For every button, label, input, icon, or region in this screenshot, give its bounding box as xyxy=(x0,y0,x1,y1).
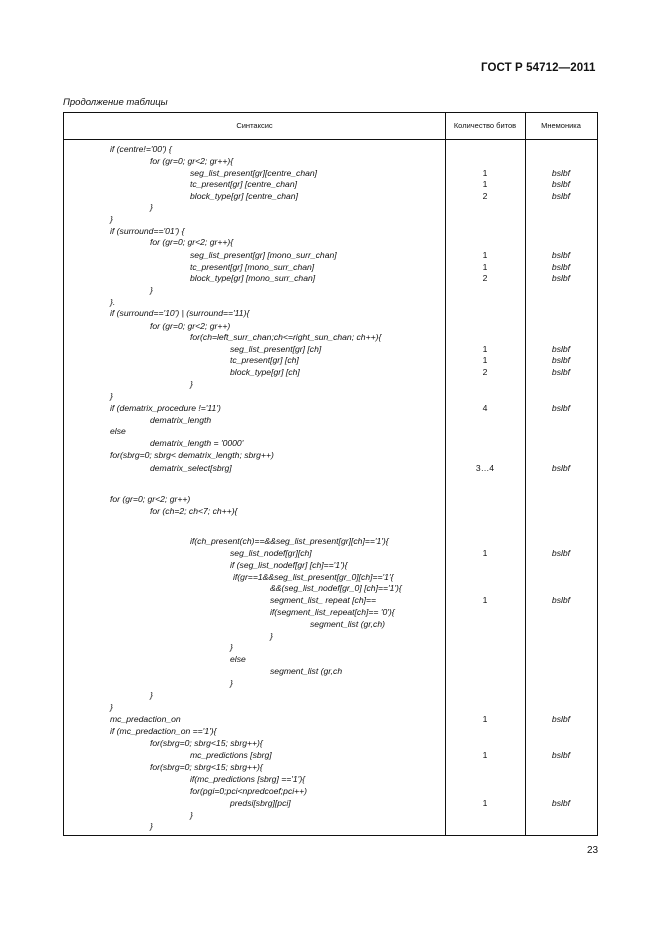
table-row xyxy=(64,572,597,584)
table-row xyxy=(64,321,597,333)
syntax-cell: if(ch_present(ch)==&&seg_list_present[gr][ch]=='1'){ xyxy=(190,536,389,546)
page-number: 23 xyxy=(587,845,599,856)
table-row xyxy=(64,583,597,595)
table-row xyxy=(64,168,597,180)
syntax-cell: if (seg_list_nodef[gr] [ch]=='1'){ xyxy=(230,560,348,570)
column-header-syntax: Синтаксис xyxy=(236,121,273,130)
table-row xyxy=(64,202,597,214)
bits-cell: 1 xyxy=(482,168,488,178)
syntax-cell: } xyxy=(150,690,153,700)
syntax-cell: } xyxy=(190,810,193,820)
bits-cell: 1 xyxy=(482,179,488,189)
syntax-cell: predsi[sbrg][pci] xyxy=(230,798,291,808)
bits-cell: 1 xyxy=(482,548,488,558)
table-row xyxy=(64,536,597,548)
syntax-cell: } xyxy=(230,678,233,688)
mnemonic-cell: bslbf xyxy=(551,403,571,413)
syntax-cell: for (gr=0; gr<2; gr++){ xyxy=(150,156,234,166)
syntax-cell: if (surround=='10') | (surround=='11){ xyxy=(110,308,250,318)
syntax-cell: } xyxy=(110,214,113,224)
syntax-cell: for (gr=0; gr<2; gr++){ xyxy=(150,237,234,247)
bits-cell: 4 xyxy=(482,403,488,413)
table-row xyxy=(64,332,597,344)
syntax-cell: segment_list (gr,ch) xyxy=(310,619,385,629)
header-divider xyxy=(64,139,597,140)
bits-cell: 2 xyxy=(482,273,488,283)
bits-cell: 1 xyxy=(482,344,488,354)
table-row xyxy=(64,438,597,450)
mnemonic-cell: bslbf xyxy=(551,714,571,724)
bits-cell: 1 xyxy=(482,262,488,272)
table-row xyxy=(64,810,597,822)
syntax-cell: for(sbrg=0; sbrg<15; sbrg++){ xyxy=(150,738,263,748)
table-row xyxy=(64,262,597,274)
table-row xyxy=(64,714,597,726)
syntax-cell: dematrix_length = '0000' xyxy=(150,438,244,448)
bits-cell: 3…4 xyxy=(475,463,495,473)
table-row xyxy=(64,548,597,560)
syntax-cell: for (gr=0; gr<2; gr++) xyxy=(150,321,231,331)
mnemonic-cell: bslbf xyxy=(551,250,571,260)
syntax-cell: }. xyxy=(110,297,116,307)
mnemonic-cell: bslbf xyxy=(551,367,571,377)
syntax-cell: seg_list_present[gr][centre_chan] xyxy=(190,168,318,178)
bits-cell: 1 xyxy=(482,750,488,760)
bits-cell: 1 xyxy=(482,250,488,260)
table-row xyxy=(64,273,597,285)
table-row xyxy=(64,607,597,619)
table-row xyxy=(64,367,597,379)
table-row xyxy=(64,762,597,774)
syntax-cell: } xyxy=(150,821,153,831)
table-row xyxy=(64,156,597,168)
syntax-cell: } xyxy=(270,631,273,641)
column-header-mnemonic: Мнемоника xyxy=(541,121,581,130)
table-row xyxy=(64,415,597,427)
syntax-cell: &&(seg_list_nodef[gr_0] [ch]=='1'){ xyxy=(270,583,402,593)
table-row xyxy=(64,654,597,666)
table-row xyxy=(64,786,597,798)
syntax-cell: mc_predictions [sbrg] xyxy=(190,750,272,760)
table-row xyxy=(64,250,597,262)
syntax-cell: dematrix_select[sbrg] xyxy=(150,463,232,473)
syntax-cell: if (dematrix_procedure !='11') xyxy=(110,403,221,413)
syntax-cell: block_type[gr] [ch] xyxy=(230,367,300,377)
table-row xyxy=(64,821,597,833)
syntax-cell: else xyxy=(110,426,126,436)
mnemonic-cell: bslbf xyxy=(551,168,571,178)
table-row xyxy=(64,738,597,750)
table-row xyxy=(64,403,597,415)
table-row xyxy=(64,450,597,462)
syntax-cell: for (ch=2; ch<7; ch++){ xyxy=(150,506,238,516)
syntax-cell: tc_present[gr] [mono_surr_chan] xyxy=(190,262,315,272)
mnemonic-cell: bslbf xyxy=(551,273,571,283)
table-row xyxy=(64,631,597,643)
syntax-cell: for(sbrg=0; sbrg<15; sbrg++){ xyxy=(150,762,263,772)
table-row xyxy=(64,595,597,607)
syntax-cell: dematrix_length xyxy=(150,415,212,425)
syntax-cell: else xyxy=(230,654,246,664)
syntax-cell: mc_predaction_on xyxy=(110,714,181,724)
syntax-cell: if(gr==1&&seg_list_present[gr_0][ch]=='1'{ xyxy=(233,572,394,582)
syntax-cell: seg_list_nodef[gr][ch] xyxy=(230,548,312,558)
table-row xyxy=(64,506,597,518)
table-row xyxy=(64,379,597,391)
syntax-cell: if (surround=='01') { xyxy=(110,226,185,236)
syntax-cell: } xyxy=(110,391,113,401)
syntax-cell: seg_list_present[gr] [ch] xyxy=(230,344,322,354)
table-row xyxy=(64,308,597,320)
syntax-cell: seg_list_present[gr] [mono_surr_chan] xyxy=(190,250,337,260)
table-row xyxy=(64,726,597,738)
syntax-cell: block_type[gr] [mono_surr_chan] xyxy=(190,273,316,283)
syntax-cell: } xyxy=(150,202,153,212)
bits-cell: 1 xyxy=(482,798,488,808)
table-row xyxy=(64,666,597,678)
table-row xyxy=(64,494,597,506)
table-row xyxy=(64,297,597,309)
syntax-cell: } xyxy=(110,702,113,712)
bits-cell: 1 xyxy=(482,714,488,724)
table-row xyxy=(64,798,597,810)
syntax-cell: } xyxy=(150,285,153,295)
bits-cell: 2 xyxy=(482,191,488,201)
mnemonic-cell: bslbf xyxy=(551,750,571,760)
syntax-cell: for(pgi=0;pci<npredcoef;pci++) xyxy=(190,786,308,796)
mnemonic-cell: bslbf xyxy=(551,179,571,189)
syntax-cell: for (gr=0; gr<2; gr++) xyxy=(110,494,191,504)
mnemonic-cell: bslbf xyxy=(551,191,571,201)
table-row xyxy=(64,191,597,203)
table-row xyxy=(64,750,597,762)
bits-cell: 1 xyxy=(482,355,488,365)
syntax-cell: segment_list_ repeat [ch]== xyxy=(270,595,377,605)
mnemonic-cell: bslbf xyxy=(551,262,571,272)
table-row xyxy=(64,619,597,631)
table-row xyxy=(64,774,597,786)
mnemonic-cell: bslbf xyxy=(551,463,571,473)
mnemonic-cell: bslbf xyxy=(551,595,571,605)
mnemonic-cell: bslbf xyxy=(551,798,571,808)
table-row xyxy=(64,391,597,403)
table-row xyxy=(64,690,597,702)
table-row xyxy=(64,344,597,356)
table-row xyxy=(64,463,597,475)
syntax-table xyxy=(63,112,598,836)
standard-number: ГОСТ Р 54712—2011 xyxy=(481,62,596,74)
table-row xyxy=(64,678,597,690)
mnemonic-cell: bslbf xyxy=(551,548,571,558)
syntax-cell: } xyxy=(230,642,233,652)
table-row xyxy=(64,355,597,367)
syntax-cell: for(ch=left_surr_chan;ch<=right_sun_chan; ch++){ xyxy=(190,332,382,342)
syntax-cell: if (centre!='00') { xyxy=(110,144,172,154)
syntax-cell: tc_present[gr] [ch] xyxy=(230,355,299,365)
mnemonic-cell: bslbf xyxy=(551,355,571,365)
table-row xyxy=(64,144,597,156)
syntax-cell: for(sbrg=0; sbrg< dematrix_length; sbrg++) xyxy=(110,450,274,460)
table-row xyxy=(64,226,597,238)
syntax-cell: segment_list (gr,ch xyxy=(270,666,343,676)
syntax-cell: } xyxy=(190,379,193,389)
table-continuation-caption: Продолжение таблицы xyxy=(63,97,168,108)
bits-cell: 2 xyxy=(482,367,488,377)
mnemonic-cell: bslbf xyxy=(551,344,571,354)
table-row xyxy=(64,237,597,249)
syntax-cell: if (mc_predaction_on =='1'){ xyxy=(110,726,217,736)
table-row xyxy=(64,179,597,191)
table-row xyxy=(64,426,597,438)
table-row xyxy=(64,642,597,654)
syntax-cell: block_type[gr] [centre_chan] xyxy=(190,191,298,201)
syntax-cell: if(segment_list_repeat[ch]== '0'){ xyxy=(270,607,395,617)
table-row xyxy=(64,702,597,714)
syntax-cell: tc_present[gr] [centre_chan] xyxy=(190,179,298,189)
column-header-bits: Количество битов xyxy=(453,121,517,130)
syntax-cell: if(mc_predictions [sbrg] =='1'){ xyxy=(190,774,306,784)
bits-cell: 1 xyxy=(482,595,488,605)
table-row xyxy=(64,560,597,572)
table-row xyxy=(64,285,597,297)
table-row xyxy=(64,214,597,226)
